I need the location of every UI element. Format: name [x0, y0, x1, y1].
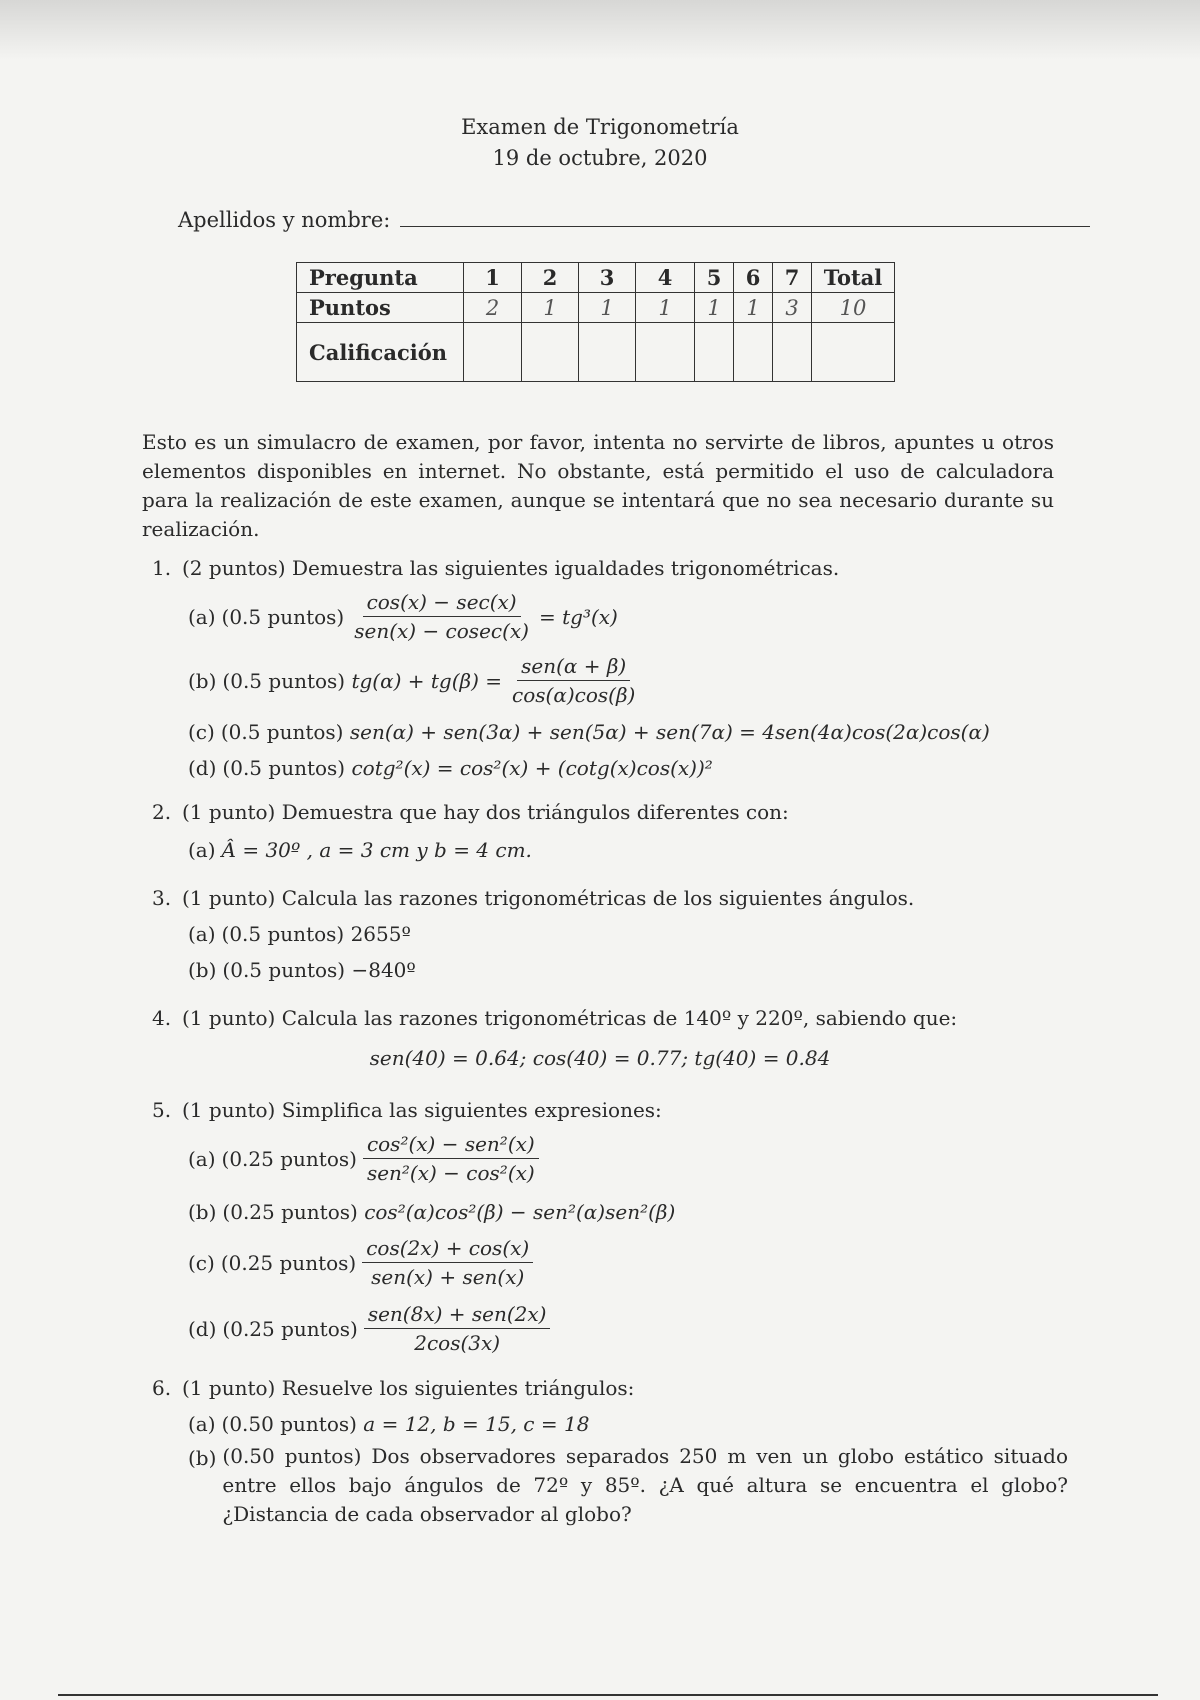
q5-b — [188, 1200, 675, 1224]
item-expression: −840º — [351, 958, 416, 982]
exam-header — [0, 112, 1200, 174]
question-5 — [152, 1098, 662, 1122]
question-number: 1. — [152, 556, 172, 580]
item-label: (c) — [188, 1250, 215, 1275]
item-label: (a) — [188, 922, 216, 946]
q1-c — [188, 720, 990, 744]
points-cell: 1 — [636, 293, 695, 323]
question-text: (1 punto) Demuestra que hay dos triángulos diferentes con: — [182, 800, 789, 824]
item-label: (b) — [188, 1200, 217, 1224]
item-expression: cos²(α)cos²(β) − sen²(α)sen²(β) — [364, 1200, 676, 1224]
table-row-pregunta — [297, 263, 895, 293]
pregunta-label: Pregunta — [297, 263, 464, 293]
col-header: 2 — [522, 263, 579, 293]
fraction — [508, 654, 639, 707]
table-row-calificacion — [297, 323, 895, 382]
q3-a — [188, 922, 411, 946]
question-3 — [152, 886, 914, 910]
item-points: (0.25 puntos) — [222, 1316, 358, 1341]
item-points: (0.25 puntos) — [222, 1200, 358, 1224]
item-expression: a = 12, b = 15, c = 18 — [363, 1412, 590, 1436]
item-expression: Â = 30º , a = 3 cm y b = 4 cm. — [221, 838, 532, 862]
numerator: cos(2x) + cos(x) — [362, 1236, 533, 1263]
col-header: 7 — [773, 263, 812, 293]
points-cell: 1 — [734, 293, 773, 323]
q2-a — [188, 838, 532, 862]
question-2 — [152, 800, 789, 824]
col-header: 4 — [636, 263, 695, 293]
q5-a — [188, 1132, 545, 1185]
item-points: (0.50 puntos) — [221, 1412, 357, 1436]
table-row-puntos — [297, 293, 895, 323]
q4-given-values: sen(40) = 0.64; cos(40) = 0.77; tg(40) = 0.84 — [369, 1046, 831, 1070]
points-cell: 2 — [464, 293, 522, 323]
item-expression: 2655º — [350, 922, 411, 946]
question-1 — [152, 556, 839, 580]
points-cell: 3 — [773, 293, 812, 323]
points-cell: 1 — [579, 293, 636, 323]
item-expression: tg(α) + tg(β) = — [351, 668, 503, 693]
item-points: (0.25 puntos) — [220, 1250, 357, 1275]
exam-title: Examen de Trigonometría — [461, 115, 739, 139]
item-points: (0.5 puntos) — [222, 958, 346, 982]
col-header: 5 — [695, 263, 734, 293]
grades-table — [296, 262, 895, 382]
points-cell: 1 — [695, 293, 734, 323]
question-text: (1 punto) Resuelve los siguientes triángulos: — [182, 1376, 635, 1400]
q5-c — [188, 1236, 539, 1289]
question-text: (2 puntos) Demuestra las siguientes igualdades trigonométricas. — [182, 556, 840, 580]
numerator: cos(x) − sec(x) — [363, 590, 521, 617]
item-label: (d) — [188, 1316, 217, 1341]
question-text: (1 punto) Calcula las razones trigonométricas de 140º y 220º, sabiendo que: — [182, 1006, 958, 1030]
item-label: (b) — [188, 668, 217, 693]
col-header: 3 — [579, 263, 636, 293]
q1-b — [188, 654, 645, 707]
question-number: 3. — [152, 886, 172, 910]
numerator: cos²(x) − sen²(x) — [363, 1132, 539, 1159]
question-text: (1 punto) Simplifica las siguientes expresiones: — [182, 1098, 662, 1122]
name-label: Apellidos y nombre: — [178, 208, 391, 232]
question-number: 2. — [152, 800, 172, 824]
col-header: Total — [812, 263, 895, 293]
item-label: (a) — [188, 1146, 216, 1171]
col-header: 1 — [464, 263, 522, 293]
item-points: (0.5 puntos) — [221, 604, 345, 629]
item-points: (0.5 puntos) — [222, 756, 346, 780]
item-label: (c) — [188, 720, 215, 744]
fraction — [363, 1132, 539, 1185]
question-6 — [152, 1376, 634, 1400]
item-label: (a) — [188, 1412, 216, 1436]
grade-cell[interactable] — [522, 323, 579, 382]
q1-a — [188, 590, 618, 643]
item-points: (0.25 puntos) — [221, 1146, 357, 1171]
grade-cell[interactable] — [636, 323, 695, 382]
item-label: (a) — [188, 604, 216, 629]
calificacion-label: Calificación — [297, 323, 464, 382]
question-number: 5. — [152, 1098, 172, 1122]
q6-b — [188, 1446, 1068, 1529]
grade-cell[interactable] — [579, 323, 636, 382]
question-text: (1 punto) Calcula las razones trigonométricas de los siguientes ángulos. — [182, 886, 915, 910]
puntos-label: Puntos — [297, 293, 464, 323]
denominator: sen(x) − cosec(x) — [354, 619, 529, 643]
item-points: (0.5 puntos) — [222, 668, 346, 693]
numerator: sen(α + β) — [517, 654, 630, 681]
grade-cell[interactable] — [773, 323, 812, 382]
fraction — [364, 1302, 551, 1355]
bottom-divider — [58, 1694, 1158, 1696]
name-blank-line — [400, 226, 1090, 227]
q6-a — [188, 1412, 589, 1436]
question-number: 6. — [152, 1376, 172, 1400]
item-label: (a) — [188, 838, 216, 862]
q5-d — [188, 1302, 556, 1355]
item-expression: sen(α) + sen(3α) + sen(5α) + sen(7α) = 4sen(4α)cos(2α)cos(α) — [349, 720, 990, 744]
points-cell: 10 — [812, 293, 895, 323]
intro-paragraph: Esto es un simulacro de examen, por favor, intenta no servirte de libros, apuntes u otros elementos disponibles en internet. No obstante, está permitido el uso de calculadora para la realización de este examen, aunque se intentará que no sea necesario durante su realización. — [142, 430, 1054, 541]
question-number: 4. — [152, 1006, 172, 1030]
item-expression: = tg³(x) — [538, 604, 618, 629]
question-4 — [152, 1006, 957, 1030]
col-header: 6 — [734, 263, 773, 293]
grade-cell[interactable] — [464, 323, 522, 382]
denominator: sen²(x) − cos²(x) — [366, 1161, 535, 1185]
item-label: (d) — [188, 756, 217, 780]
denominator: sen(x) + sen(x) — [371, 1265, 525, 1289]
item-points: (0.5 puntos) — [221, 922, 345, 946]
fraction — [362, 1236, 533, 1289]
points-cell: 1 — [522, 293, 579, 323]
item-label: (b) — [188, 1446, 217, 1470]
q1-d — [188, 756, 713, 780]
item-points: (0.5 puntos) — [220, 720, 344, 744]
exam-date: 19 de octubre, 2020 — [492, 146, 708, 170]
item-expression: cotg²(x) = cos²(x) + (cotg(x)cos(x))² — [351, 756, 713, 780]
q3-b — [188, 958, 416, 982]
denominator: 2cos(3x) — [414, 1331, 501, 1355]
numerator: sen(8x) + sen(2x) — [364, 1302, 551, 1329]
grade-cell[interactable] — [812, 323, 895, 382]
item-label: (b) — [188, 958, 217, 982]
fraction — [350, 590, 533, 643]
grade-cell[interactable] — [695, 323, 734, 382]
grade-cell[interactable] — [734, 323, 773, 382]
item-text: (0.50 puntos) Dos observadores separados 250 m ven un globo estático situado entre ellos bajo ángulos de 72º y 85º. ¿A qué altura se encuentra el globo?¿Distancia de cada observador al globo? — [222, 1444, 1068, 1526]
denominator: cos(α)cos(β) — [512, 683, 636, 707]
